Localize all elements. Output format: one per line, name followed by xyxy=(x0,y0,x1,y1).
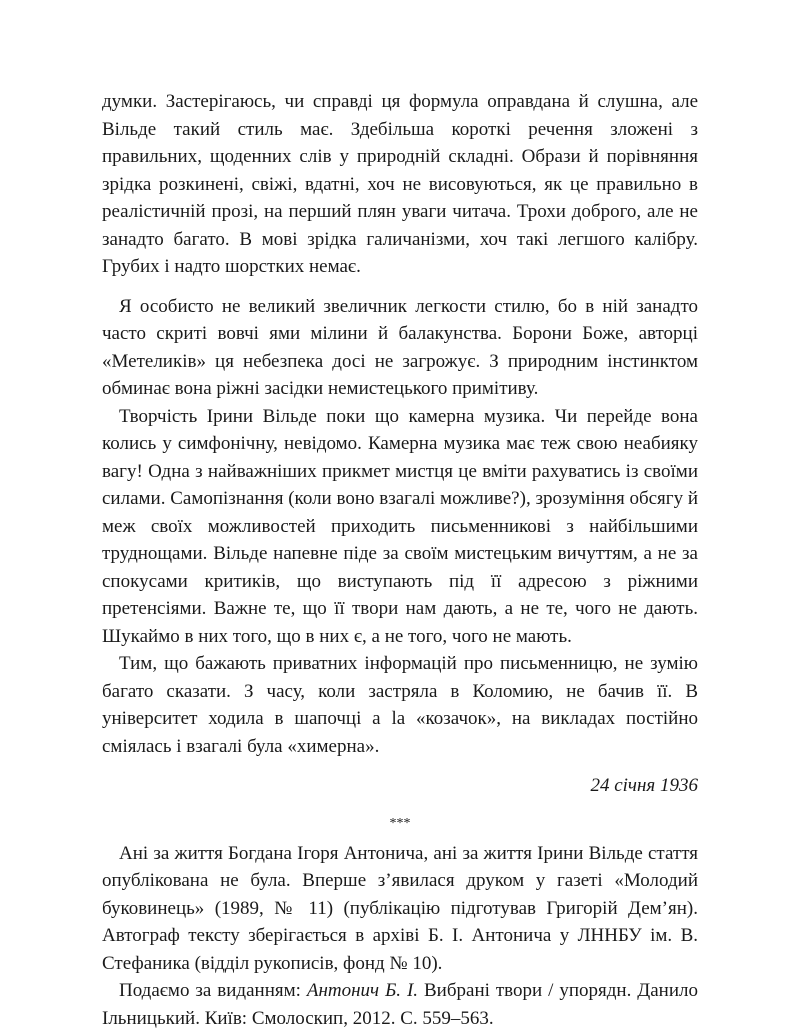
source-prefix: Подаємо за виданням: xyxy=(119,980,307,1001)
section-separator: *** xyxy=(389,815,411,831)
source-citation xyxy=(102,977,698,1032)
paragraph-gap xyxy=(102,281,698,293)
paragraph-4: Тим, що бажають приватних інформацій про письменницю, не зумію багато сказати. З часу, коли застряла в Коломию, не бачив її. В університет ходила в шапочці a la «козачок», на викладах постійно сміялась і взагалі була «химерна». xyxy=(102,653,698,757)
source-author: Антонич Б. І. xyxy=(306,980,419,1001)
publication-note: Ані за життя Богдана Ігоря Антонича, ані за життя Ірини Вільде стаття опублікована не була. Вперше з’явилася друком у газеті «Молодий буковинець» (1989, № 11) (публікацію підготував Григорій Дем’ян). Автограф тексту зберігається в архіві Б. І. Антонича у ЛННБУ ім. В. Стефаника (відділ рукописів, фонд № 10). xyxy=(102,842,698,974)
source-details: Вибрані твори / упорядн. Данило Ільницький. Київ: Смолоскип, 2012. С. 559–563. xyxy=(102,980,699,1029)
article-date: 24 січня 1936 xyxy=(590,775,698,796)
paragraph-3: Творчість Ірини Вільде поки що камерна музика. Чи перейде вона колись у симфонічну, невідомо. Камерна музика має теж свою неабияку вагу! Одна з найважніших прикмет мистця це вміти рахуватись із своїми силами. Самопізнання (коли воно взагалі можливе?), зрозуміння обсягу й меж своїх можливостей приходить письменникові з найбільшими труднощами. Вільде напевне піде за своїм мистецьким вичуттям, а не за спокусами критиків, що виступають під її адресою з ріжними претенсіями. Важне те, що її твори нам дають, а не те, чого не дають. Шукаймо в них того, що в них є, а не того, чого не мають. xyxy=(102,405,698,647)
paragraph-1: думки. Застерігаюсь, чи справді ця формула оправдана й слушна, але Вільде такий стиль має. Здебільша короткі речення зложені з правильних, щоденних слів у природній складні. Образи й порівняння зрідка розкинені, свіжі, вдатні, хоч не висовуються, як це правильно в реалістичній прозі, на перший плян уваги читача. Трохи доброго, але не занадто багато. В мові зрідка галичанізми, хоч такі легшого калібру. Грубих і надто шорстких немає. xyxy=(102,91,698,277)
paragraph-2: Я особисто не великий звеличник легкости стилю, бо в ній занадто часто скриті вовчі ями мілини й балакунства. Борони Боже, авторці «Метеликів» ця небезпека досі не загрожує. З природним інстинктом обминає вона ріжні засідки немистецького примітиву. xyxy=(102,295,698,399)
